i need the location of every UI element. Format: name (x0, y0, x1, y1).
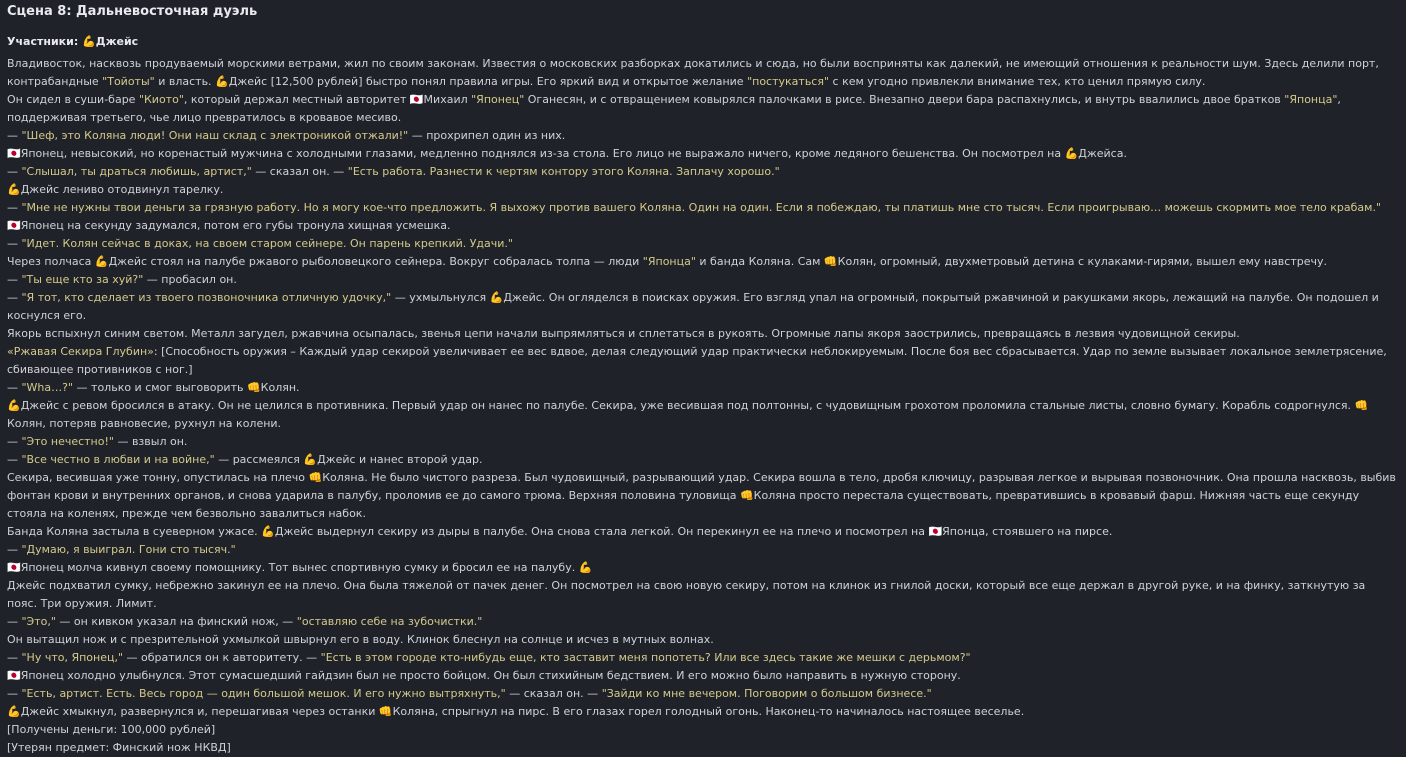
narration-text: — прохрипел один из них. (408, 129, 566, 142)
story-line (7, 91, 1398, 127)
story-line (7, 127, 1398, 145)
narration-text: — рассмеялся 💪Джейс и нанес второй удар. (214, 453, 483, 466)
narration-text: 💪Джейс с ревом бросился в атаку. Он не целился в противника. Первый удар он нанес по палубе. Секира, уже весившая под полтонны, с чудовищным грохотом проломила стальные листы, словно бумагу. Корабль содрогнулся. 👊Колян, потеряв равновесие, рухнул на колени. (7, 399, 1369, 430)
narration-text: — (7, 615, 22, 628)
dialogue-text: "Wha…?" (21, 381, 74, 394)
dialogue-text: "Я тот, кто сделает из твоего позвоночника отличную удочку," (21, 291, 392, 304)
narration-text: — (7, 453, 22, 466)
story-line (7, 271, 1398, 289)
narration-text: 🇯🇵Японец молча кивнул своему помощнику. Тот вынес спортивную сумку и бросил ее на палубу. 💪 (7, 561, 593, 574)
narration-text: Он вытащил нож и с презрительной ухмылкой швырнул его в воду. Клинок блеснул на солнце и исчез в мутных волнах. (7, 633, 714, 646)
dialogue-text: "Ты еще кто за хуй?" (21, 273, 144, 286)
story-line (7, 559, 1398, 577)
story-line (7, 235, 1398, 253)
story-line (7, 739, 1398, 757)
dialogue-text: "Японца" (642, 255, 696, 268)
story-line (7, 469, 1398, 523)
narration-text: — (7, 435, 22, 448)
dialogue-text: "оставляю себе на зубочистки." (296, 615, 483, 628)
dialogue-text: "Это," (21, 615, 56, 628)
narration-text: , который держал местный авторитет 🇯🇵Михаил (183, 93, 472, 106)
story-line (7, 541, 1398, 559)
narration-text: — он кивком указал на финский нож, — (55, 615, 297, 628)
narration-text: — (7, 543, 22, 556)
narration-text: — взвыл он. (113, 435, 188, 448)
dialogue-text: "Есть работа. Разнести к чертям контору этого Коляна. Заплачу хорошо." (347, 165, 780, 178)
dialogue-text: "постукаться" (747, 75, 830, 88)
narration-text: 🇯🇵Японец холодно улыбнулся. Этот сумасшедший гайдзин был не просто бойцом. Он был стихийным бедствием. И его можно было направить в нужную сторону. (7, 669, 961, 682)
story-line (7, 721, 1398, 739)
story-line (7, 55, 1398, 91)
narration-text: — (7, 237, 22, 250)
dialogue-text: "Ну что, Японец," (21, 651, 124, 664)
participant-name: 💪Джейс (82, 35, 139, 48)
narration-text: Через полчаса 💪Джейс стоял на палубе ржавого рыболовецкого сейнера. Вокруг собралась толпа — люди (7, 255, 643, 268)
narration-text: и банда Коляна. Сам 👊Колян, огромный, двухметровый детина с кулаками-гирями, вышел ему навстречу. (695, 255, 1327, 268)
story-line (7, 703, 1398, 721)
dialogue-text: "Зайди ко мне вечером. Поговорим о большом бизнесе." (601, 687, 932, 700)
narration-text: — сказал он. — (251, 165, 348, 178)
story-line (7, 667, 1398, 685)
narration-text: — пробасил он. (143, 273, 237, 286)
narration-text: — (7, 129, 22, 142)
narration-text: — ухмыльнулся 💪Джейс. Он огляделся в поисках оружия. Его взгляд упал на огромный, покрытый ржавчиной и ракушками якорь, лежащий на палубе. Он подошел и коснулся его. (7, 291, 1379, 322)
story-line (7, 433, 1398, 451)
dialogue-text: "Есть в этом городе кто-нибудь еще, кто заставит меня попотеть? Или все здесь такие же мешки с дерьмом?" (320, 651, 971, 664)
narration-text: — (7, 273, 22, 286)
story-line (7, 145, 1398, 163)
story-line (7, 163, 1398, 181)
narration-text: — (7, 165, 22, 178)
dialogue-text: "Все честно в любви и на войне," (21, 453, 215, 466)
narration-text: Джейс подхватил сумку, небрежно закинул ее на плечо. Она была тяжелой от пачек денег. Он посмотрел на свою новую секиру, потом на клинок из гнилой доски, который все еще держал в другой руке, и на финку, заткнутую за пояс. Три оружия. Лимит. (7, 579, 1366, 610)
narration-text: 💪Джейс хмыкнул, развернулся и, перешагивая через останки 👊Коляна, спрыгнул на пирс. В его глазах горел голодный огонь. Наконец-то начиналось настоящее веселье. (7, 705, 1025, 718)
narration-text: [Утерян предмет: Финский нож НКВД] (7, 741, 231, 754)
story-line (7, 397, 1398, 433)
story-line (7, 325, 1398, 343)
participants-label: Участники: (7, 35, 79, 48)
dialogue-text: "Шеф, это Коляна люди! Они наш склад с электроникой отжали!" (21, 129, 409, 142)
narration-text: — сказал он. — (505, 687, 602, 700)
story-line (7, 649, 1398, 667)
dialogue-text: "Слышал, ты драться любишь, артист," (21, 165, 252, 178)
narration-text: Якорь вспыхнул синим светом. Металл загудел, ржавчина осыпалась, звенья цепи начали выпрямляться и сплетаться в рукоять. Огромные лапы якоря заострились, превращаясь в лезвия чудовищной секиры. (7, 327, 1240, 340)
story-line (7, 343, 1398, 379)
narration-text: — (7, 651, 22, 664)
dialogue-text: "Киото" (138, 93, 184, 106)
story-line (7, 217, 1398, 235)
narration-text: — (7, 687, 22, 700)
narration-text: Он сидел в суши-баре (7, 93, 139, 106)
story-line (7, 577, 1398, 613)
story-line (7, 181, 1398, 199)
narration-text: с кем угодно привлекли внимание тех, кто ценил прямую силу. (829, 75, 1206, 88)
story-text (7, 55, 1398, 757)
narration-text: — только и смог выговорить 👊Колян. (73, 381, 300, 394)
narration-text: [Получены деньги: 100,000 рублей] (7, 723, 216, 736)
dialogue-text: "Мне не нужны твои деньги за грязную работу. Но я могу кое-что предложить. Я выхожу против вашего Коляна. Один на один. Если я побеждаю, ты платишь мне сто тысяч. Если проигрываю… можешь скормить мое тело крабам." (21, 201, 1382, 214)
narration-text: : [Способность оружия – Каждый удар секирой увеличивает ее вес вдвое, делая следующий удар практически неблокируемым. После боя вес сбрасывается. Удар по земле вызывает локальное землетрясение, сбивающее противников с ног.] (7, 345, 1387, 376)
narration-text: 💪Джейс лениво отодвинул тарелку. (7, 183, 224, 196)
narration-text: Владивосток, насквозь продуваемый морскими ветрами, жил по своим законам. Известия о московских разборках докатились и сюда, но были восприняты как далекий, не имеющий отношения к реальности шум. Здесь делили порт, контрабандные (7, 57, 1379, 88)
narration-text: Секира, весившая уже тонну, опустилась на плечо 👊Коляна. Не было чистого разреза. Был чудовищный, разрывающий удар. Секира вошла в тело, дробя ключицу, разрывая легкое и вырывая позвоночник. Она прошла насквозь, выбив фонтан крови и внутренних органов, и снова ударила в палубу, проломив ее до самого трюма. Верхняя половина туловища 👊Коляна просто перестала существовать, превратившись в кровавый фарш. Нижняя часть еще секунду стояла на коленях, прежде чем безвольно завалиться набок. (7, 471, 1396, 520)
narration-text: , поддерживая третьего, чье лицо превратилось в кровавое месиво. (7, 93, 1341, 124)
narration-text: Оганесян, и с отвращением ковырялся палочками в рисе. Внезапно двери бара распахнулись, и внутрь ввалились двое братков (524, 93, 1285, 106)
dialogue-text: "Идет. Колян сейчас в доках, на своем старом сейнере. Он парень крепкий. Удачи." (21, 237, 513, 250)
story-line (7, 523, 1398, 541)
narration-text: — (7, 291, 22, 304)
dialogue-text: "Японца" (1284, 93, 1338, 106)
story-line (7, 613, 1398, 631)
dialogue-text: "Японец" (471, 93, 525, 106)
participants-line (7, 33, 1398, 51)
narration-text: — обратился он к авторитету. — (123, 651, 321, 664)
dialogue-text: «Ржавая Секира Глубин» (7, 345, 154, 358)
narration-text: — (7, 201, 22, 214)
story-line (7, 451, 1398, 469)
narration-text: 🇯🇵Японец на секунду задумался, потом его губы тронула хищная усмешка. (7, 219, 451, 232)
scene-title: Сцена 8: Дальневосточная дуэль (7, 4, 258, 19)
narration-text: и власть. 💪Джейс [12,500 рублей] быстро понял правила игры. Его яркий вид и открытое желание (154, 75, 748, 88)
story-line (7, 685, 1398, 703)
narration-text: Банда Коляна застыла в суеверном ужасе. 💪Джейс выдернул секиру из дыры в палубе. Она снова стала легкой. Он перекинул ее на плечо и посмотрел на 🇯🇵Японца, стоявшего на пирсе. (7, 525, 1113, 538)
dialogue-text: "Думаю, я выиграл. Гони сто тысяч." (21, 543, 236, 556)
story-line (7, 199, 1398, 217)
story-line (7, 253, 1398, 271)
narration-text: — (7, 381, 22, 394)
dialogue-text: "Есть, артист. Есть. Весь город — один большой мешок. И его нужно вытряхнуть," (21, 687, 506, 700)
story-line (7, 289, 1398, 325)
narration-text: 🇯🇵Японец, невысокий, но коренастый мужчина с холодными глазами, медленно поднялся из-за стола. Его лицо не выражало ничего, кроме ледяного бешенства. Он посмотрел на 💪Джейса. (7, 147, 1127, 160)
dialogue-text: "Тойоты" (102, 75, 155, 88)
story-line (7, 631, 1398, 649)
dialogue-text: "Это нечестно!" (21, 435, 114, 448)
story-line (7, 379, 1398, 397)
